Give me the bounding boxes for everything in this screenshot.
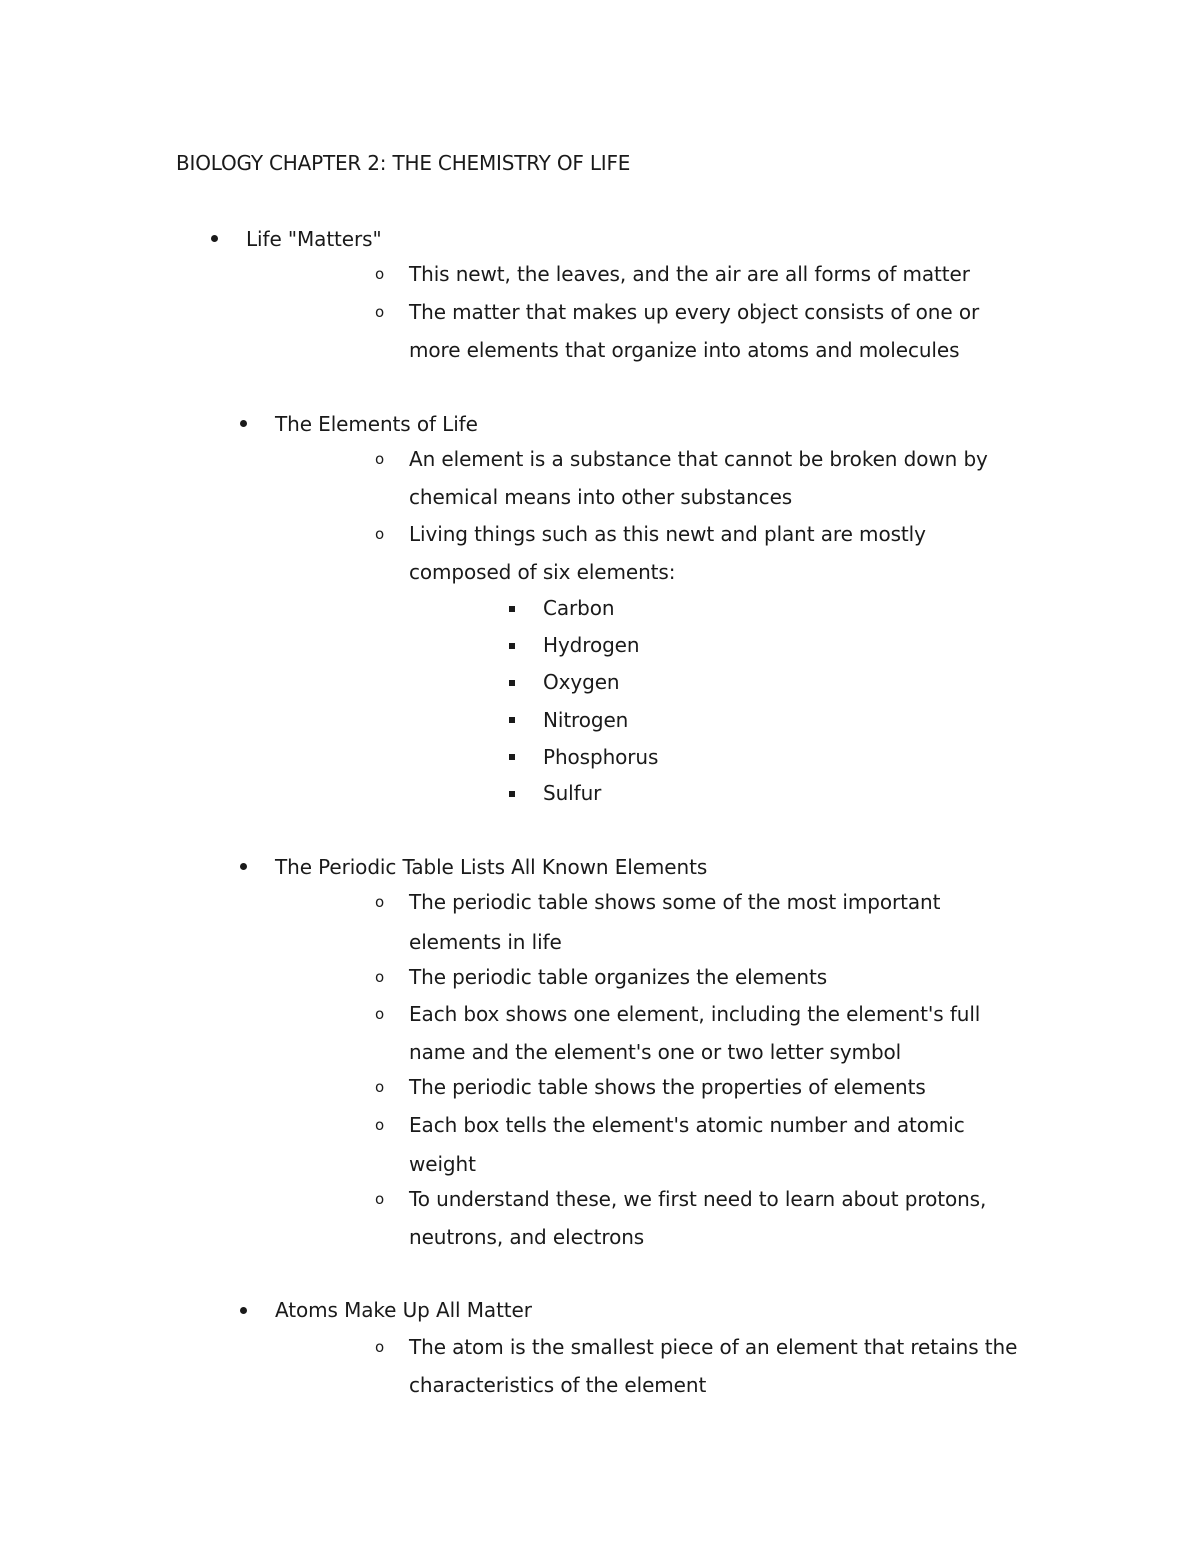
circle-bullet-icon: o [375,303,385,321]
list-item-line: The periodic table shows the properties of elements [409,1075,926,1099]
section-heading: The Elements of Life [275,412,478,436]
bullet-icon [240,863,247,870]
list-item-line: An element is a substance that cannot be broken down by [409,447,988,471]
element-item: Oxygen [543,670,620,694]
section-heading: Atoms Make Up All Matter [275,1298,532,1322]
list-item-line: The periodic table shows some of the most important [409,890,941,914]
list-item-line: neutrons, and electrons [409,1225,645,1249]
bullet-icon [211,235,218,242]
circle-bullet-icon: o [375,1338,385,1356]
square-bullet-icon [509,754,515,760]
list-item-line: Living things such as this newt and plant are mostly [409,522,926,546]
section-heading: Life "Matters" [246,227,382,251]
list-item-line: To understand these, we first need to learn about protons, [409,1187,987,1211]
circle-bullet-icon: o [375,1078,385,1096]
element-item: Sulfur [543,781,602,805]
bullet-icon [240,1307,247,1314]
square-bullet-icon [509,791,515,797]
list-item-line: The matter that makes up every object consists of one or [409,300,980,324]
list-item-line: chemical means into other substances [409,485,793,509]
list-item-line: The periodic table organizes the elements [409,965,828,989]
list-item-line: composed of six elements: [409,560,676,584]
element-item: Phosphorus [543,745,659,769]
section-heading: The Periodic Table Lists All Known Elements [275,855,708,879]
page-title: BIOLOGY CHAPTER 2: THE CHEMISTRY OF LIFE [176,151,631,175]
element-item: Hydrogen [543,633,640,657]
circle-bullet-icon: o [375,265,385,283]
square-bullet-icon [509,643,515,649]
bullet-icon [240,420,247,427]
element-item: Carbon [543,596,615,620]
list-item-line: This newt, the leaves, and the air are all forms of matter [409,262,970,286]
list-item-line: more elements that organize into atoms and molecules [409,338,960,362]
circle-bullet-icon: o [375,450,385,468]
list-item-line: characteristics of the element [409,1373,707,1397]
circle-bullet-icon: o [375,968,385,986]
circle-bullet-icon: o [375,1005,385,1023]
square-bullet-icon [509,680,515,686]
list-item-line: name and the element's one or two letter symbol [409,1040,902,1064]
circle-bullet-icon: o [375,525,385,543]
list-item-line: Each box shows one element, including the element's full [409,1002,981,1026]
list-item-line: elements in life [409,930,562,954]
list-item-line: The atom is the smallest piece of an element that retains the [409,1335,1018,1359]
circle-bullet-icon: o [375,1116,385,1134]
square-bullet-icon [509,606,515,612]
list-item-line: Each box tells the element's atomic number and atomic [409,1113,965,1137]
circle-bullet-icon: o [375,893,385,911]
list-item-line: weight [409,1152,476,1176]
square-bullet-icon [509,717,515,723]
element-item: Nitrogen [543,708,629,732]
circle-bullet-icon: o [375,1190,385,1208]
